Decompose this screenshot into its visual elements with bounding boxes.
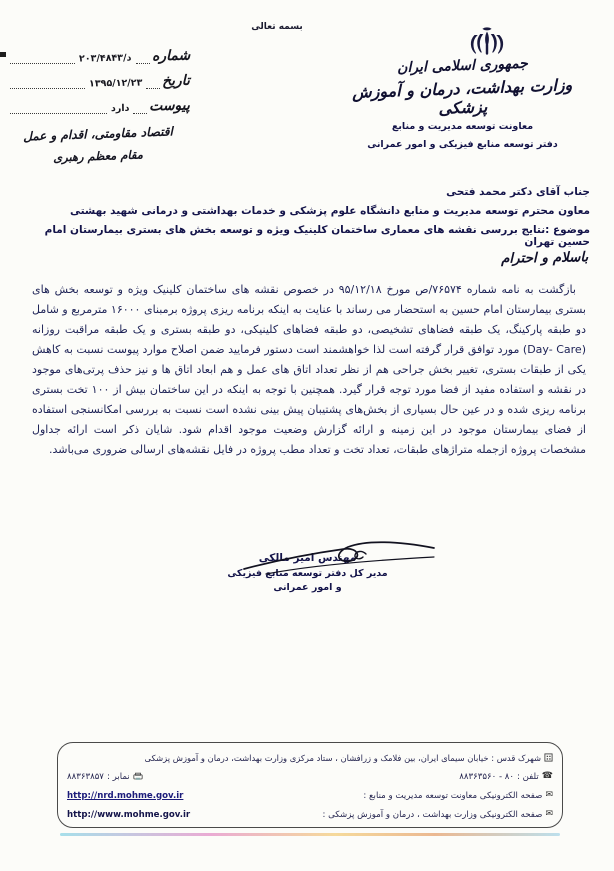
letter-number-row: [8, 48, 190, 64]
slogan-attribution: مقام معظم رهبری: [52, 147, 144, 165]
phone-cell: [459, 772, 553, 782]
recipient-title: معاون محترم توسعه مدیریت و منابع دانشگاه علوم پزشکی و خدمات بهداشتی و درمانی شهید بهشتی: [70, 205, 590, 217]
letter-date-row: [8, 73, 190, 89]
year-slogan-block: [8, 124, 188, 165]
scan-rainbow-streak: [60, 833, 560, 836]
signer-title-line1: مدیر کل دفتر توسعه منابع فیزیکی: [227, 568, 388, 579]
salutation: باسلام و احترام: [500, 249, 589, 267]
envelope-icon: ✉: [545, 790, 553, 800]
dotted-leader: [133, 101, 147, 114]
office-name: دفتر توسعه منابع فیزیکی و امور عمرانی: [367, 139, 558, 150]
deputy-site-label: صفحه الکترونیکی معاونت توسعه مدیریت و منابع :: [363, 790, 543, 801]
recipient-name: جناب آقای دکتر محمد فتحی: [446, 186, 590, 198]
fax-cell: [67, 772, 199, 782]
number-value: د/۲۰۳/۴۸۴۳: [79, 52, 132, 65]
address-row: [67, 748, 553, 767]
besmele-text: بسمه تعالی: [251, 22, 303, 32]
signature-block: [220, 552, 395, 593]
address-text: شهرک قدس : خیابان سیمای ایران، بین فلامک و زرافشان ، ستاد مرکزی وزارت بهداشت، درمان و آموزش پزشکی: [144, 752, 541, 763]
footer-contact-box: [57, 742, 563, 828]
deputy-name: معاونت توسعه مدیریت و منابع: [391, 121, 534, 132]
phone-fax-row: [67, 767, 553, 786]
ministry-site-label-cell: [322, 810, 553, 820]
fax-icon: [133, 772, 143, 781]
deputy-site-link[interactable]: http://nrd.mohme.gov.ir: [67, 790, 184, 801]
ministry-site-row: [67, 805, 553, 824]
dotted-leader: [146, 76, 160, 89]
number-label: شماره: [151, 47, 191, 65]
phone-number: ۸۸۳۶۳۵۶۰ - ۸۰: [459, 771, 515, 782]
letterhead-calligraphy: [340, 55, 585, 118]
fax-label: نمابر :: [106, 771, 130, 782]
attachment-value: دارد: [110, 102, 130, 115]
attachment-row: [8, 98, 190, 114]
envelope-icon: ✉: [545, 809, 553, 819]
date-label: تاریخ: [162, 72, 191, 90]
ministry-site-link[interactable]: http://www.mohme.gov.ir: [67, 809, 191, 820]
department-block: [340, 121, 585, 150]
dotted-leader: [10, 76, 85, 89]
ministry-title: وزارت بهداشت، درمان و آموزش پزشکی: [351, 75, 573, 118]
dotted-leader: [10, 101, 107, 114]
dotted-leader: [10, 51, 75, 64]
phone-icon: ☎: [541, 771, 553, 781]
letter-subject: موضوع :نتایج بررسی نقشه های معماری ساختمان کلینیک ویژه و توسعه بخش های بستری بیمارستان امام حسین تهران: [44, 224, 590, 248]
letter-body: بازگشت به نامه شماره ۷۶۵۷۴/ص مورخ ۹۵/۱۲/۱۸ در خصوص نقشه های ساختمان کلینیک ویژه و توسعه بخش های بستری بیمارستان امام حسین به استحضار می رساند با عنایت به اینکه برنامه ریزی پروژه برمبنای ۱۶۰۰۰ مترمربع و شامل دو طبقه پارکینگ، یک طبقه فضاهای تشخیصی، دو طبقه فضاهای کلینیکی، دو طبقه بستری و یک طبقه مراقبت روزانه (Day- Care) مورد توافق قرار گرفته است لذا خواهشمند است دستور فرمایید ضمن اصلاح موارد پیوست نسبت به کاهش یکی از طبقات بستری، تغییر بخش جراحی هم از نظر تعداد اتاق های عمل و هم ابعاد اتاق ها و نیز حذف پرتی‌های موجود در نقشه و استفاده مفید از فضا مورد توجه قرار گیرد. همچنین با توجه به اینکه در این ساختمان بیش از ۱۰۰ تخت بستری برنامه ریزی شده و در عین حال بسیاری از بخش‌های پشتیبان پیش بینی نشده است نسبت به بررسی امکانسنجی استفاده از فضای بیمارستان موجود در این زمینه و ارائه گزارش وضعیت موجود اقدام شود. شایان ذکر است ارائه جداول مشخصات پروژه ازجمله متراژهای طبقات، تعداد تخت و تعداد مطب پروژه در فایل نقشه‌های ارسالی ضروری می‌باشد.: [32, 283, 586, 456]
deputy-site-label-cell: [363, 791, 553, 801]
slogan-line: اقتصاد مقاومتی، اقدام و عمل: [22, 124, 174, 144]
building-icon: [544, 753, 553, 762]
iran-emblem-icon: [468, 27, 506, 59]
scan-speck: [0, 52, 6, 57]
republic-title: جمهوری اسلامی ایران: [396, 55, 529, 77]
attachment-label: پیوست: [149, 97, 191, 115]
ministry-site-label: صفحه الکترونیکی وزارت بهداشت ، درمان و آموزش پزشکی :: [322, 809, 543, 820]
phone-label: تلفن :: [517, 771, 539, 782]
recipient-block: [24, 186, 590, 255]
deputy-site-row: [67, 786, 553, 805]
signer-title-line2: و امور عمرانی: [273, 582, 342, 593]
date-value: ۱۳۹۵/۱۲/۲۳: [88, 77, 143, 90]
fax-number: ۸۸۳۶۳۸۵۷: [67, 771, 104, 782]
signer-name: مهندس امیر مالکی: [258, 552, 357, 564]
dotted-leader: [136, 51, 150, 64]
reference-fields: [8, 48, 190, 123]
